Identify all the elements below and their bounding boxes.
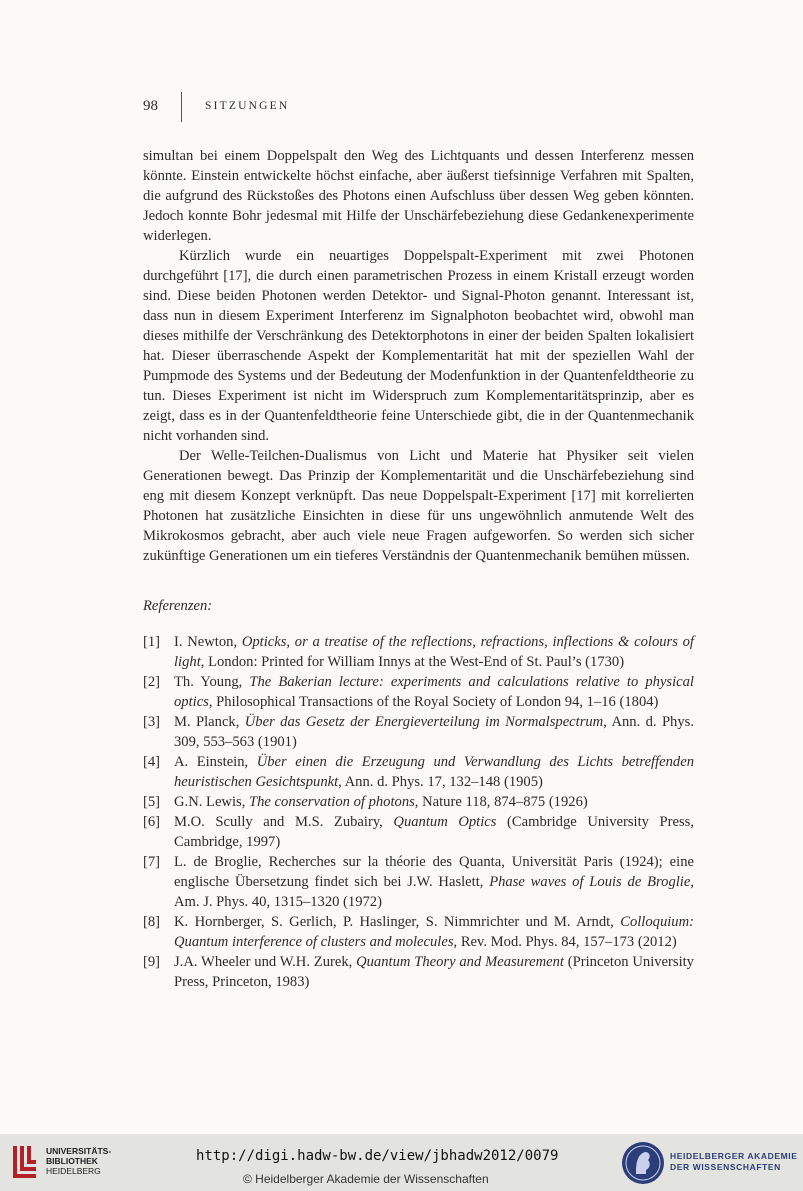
reference-authors: Th. Young,: [174, 674, 250, 690]
reference-source: , Rev. Mod. Phys. 84, 157–173 (2012): [453, 934, 677, 950]
ub-line: UNIVERSITÄTS-: [46, 1146, 112, 1156]
university-library-logo-icon: [12, 1142, 40, 1182]
reference-authors: K. Hornberger, S. Gerlich, P. Haslinger, S. Nimmrichter und M. Arndt,: [174, 914, 621, 930]
reference-item: [143, 632, 694, 672]
reference-item: [143, 752, 694, 792]
reference-authors: M. Planck,: [174, 714, 245, 730]
reference-number: [1]: [143, 634, 161, 650]
references-list: [143, 632, 694, 992]
reference-number: [6]: [143, 814, 161, 830]
ub-line: BIBLIOTHEK: [46, 1156, 98, 1166]
reference-source: , London: Printed for William Innys at the West-End of St. Paul’s (1730): [200, 654, 625, 670]
university-library-name: [46, 1146, 111, 1176]
reference-title: Über einen die Erzeugung und Verwandlung des Lichts betreffenden heuristischen Gesichtspunkt: [174, 754, 694, 790]
reference-title: Colloquium: Quantum interference of clusters and molecules: [174, 914, 694, 950]
main-content: [143, 146, 694, 992]
reference-source: (Princeton University Press, Princeton, 1983): [174, 954, 694, 990]
footer-bar: [0, 1134, 803, 1191]
header-divider: [181, 92, 182, 122]
reference-authors: M.O. Scully and M.S. Zubairy,: [174, 814, 394, 830]
academy-name: [670, 1151, 798, 1173]
reference-title: Phase waves of Louis de Broglie: [489, 874, 691, 890]
reference-authors: L. de Broglie, Recherches sur la théorie des Quanta, Universität Paris (1924); eine englische Übersetzung findet sich bei J.W. Haslett,: [174, 854, 694, 890]
references-heading: Referenzen:: [143, 598, 213, 614]
reference-number: [2]: [143, 674, 161, 690]
body-paragraph: simultan bei einem Doppelspalt den Weg des Lichtquants und dessen Interferenz messen könnte. Einstein entwickelte höchst einfache, aber äußerst tiefsinnige Verfahren mit Spalten, die aufgrund des Rückstoßes des Photons einen Aufschluss über dessen Weg geben könnten. Jedoch konnte Bohr jedesmal mit Hilfe der Unschärfebeziehung diese Gedankenexperimente widerlegen.: [143, 148, 694, 244]
reference-source: , Ann. d. Phys. 17, 132–148 (1905): [338, 774, 543, 790]
reference-authors: I. Newton,: [174, 634, 242, 650]
reference-source: , Ann. d. Phys. 309, 553–563 (1901): [174, 714, 694, 750]
running-head: SITZUNGEN: [205, 100, 290, 112]
reference-title: The conservation of photons: [249, 794, 415, 810]
reference-title: Über das Gesetz der Energieverteilung im Normalspectrum: [244, 714, 604, 730]
reference-number: [7]: [143, 854, 161, 870]
copyright-notice: © Heidelberger Akademie der Wissenschaften: [243, 1172, 489, 1186]
reference-number: [9]: [143, 954, 161, 970]
body-paragraph: Kürzlich wurde ein neuartiges Doppelspalt-Experiment mit zwei Photonen durchgeführt [17], die durch einen parametrischen Prozess in einem Kristall erzeugt worden sind. Diese beiden Photonen werden Detektor- und Signal-Photon genannt. Interessant ist, dass nun in diesem Experiment Interferenz im Signalphoton beobachtet wird, obwohl man dieses mithilfe der Verschränkung des Detektorphotons in einer der beiden Spalten lokalisiert hat. Dieser überraschende Aspekt der Komplementarität hat mit der speziellen Wahl der Pumpmode des Systems und der Bedeutung der Modenfunktion in der Quantenfeldtheorie zu tun. Dieses Experiment ist nicht im Widerspruch zum Komplementaritätsprinzip, aber es zeigt, dass es in der Quantenfeldtheorie feine Unterschiede gibt, die in der Quantenmechanik nicht vorhanden sind.: [143, 248, 694, 444]
reference-authors: A. Einstein,: [174, 754, 257, 770]
reference-item: [143, 712, 694, 752]
reference-item: [143, 912, 694, 952]
reference-number: [5]: [143, 794, 161, 810]
reference-item: [143, 852, 694, 912]
permalink-url[interactable]: http://digi.hadw-bw.de/view/jbhadw2012/0079: [196, 1148, 559, 1164]
reference-source: , Nature 118, 874–875 (1926): [414, 794, 588, 810]
reference-title: Opticks, or a treatise of the reflections, refractions, inflections & colours of light: [174, 634, 694, 670]
reference-number: [3]: [143, 714, 161, 730]
reference-number: [8]: [143, 914, 161, 930]
reference-item: [143, 792, 694, 812]
academy-line: DER WISSENSCHAFTEN: [670, 1162, 781, 1172]
reference-authors: J.A. Wheeler und W.H. Zurek,: [174, 954, 357, 970]
reference-item: [143, 812, 694, 852]
page-number: 98: [143, 98, 158, 114]
reference-item: [143, 672, 694, 712]
academy-line: HEIDELBERGER AKADEMIE: [670, 1151, 798, 1161]
reference-source: (Cambridge University Press, Cambridge, 1997): [174, 814, 694, 850]
reference-authors: G.N. Lewis,: [174, 794, 249, 810]
body-paragraph: Der Welle-Teilchen-Dualismus von Licht und Materie hat Physiker seit vielen Generationen bewegt. Das Prinzip der Komplementarität und die Unschärfebeziehung sind eng mit diesem Konzept verknüpft. Das neue Doppelspalt-Experiment [17] mit korrelierten Photonen hat zusätzliche Einsichten in diese für uns ungewöhnlich anmutende Welt des Mikrokosmos gebracht, aber auch viele neue Fragen aufgeworfen. So werden sich sicher zukünftige Generationen um ein tieferes Verständnis der Quantenmechanik bemühen müssen.: [143, 448, 694, 564]
reference-source: , Am. J. Phys. 40, 1315–1320 (1972): [174, 874, 694, 910]
reference-title: Quantum Theory and Measurement: [356, 954, 564, 970]
ub-line: HEIDELBERG: [46, 1166, 101, 1176]
reference-title: The Bakerian lecture: experiments and calculations relative to physical optics: [174, 674, 694, 710]
reference-source: , Philosophical Transactions of the Royal Society of London 94, 1–16 (1804): [208, 694, 659, 710]
reference-number: [4]: [143, 754, 161, 770]
academy-seal-icon: [620, 1140, 666, 1186]
reference-title: Quantum Optics: [393, 814, 497, 830]
reference-item: [143, 952, 694, 992]
